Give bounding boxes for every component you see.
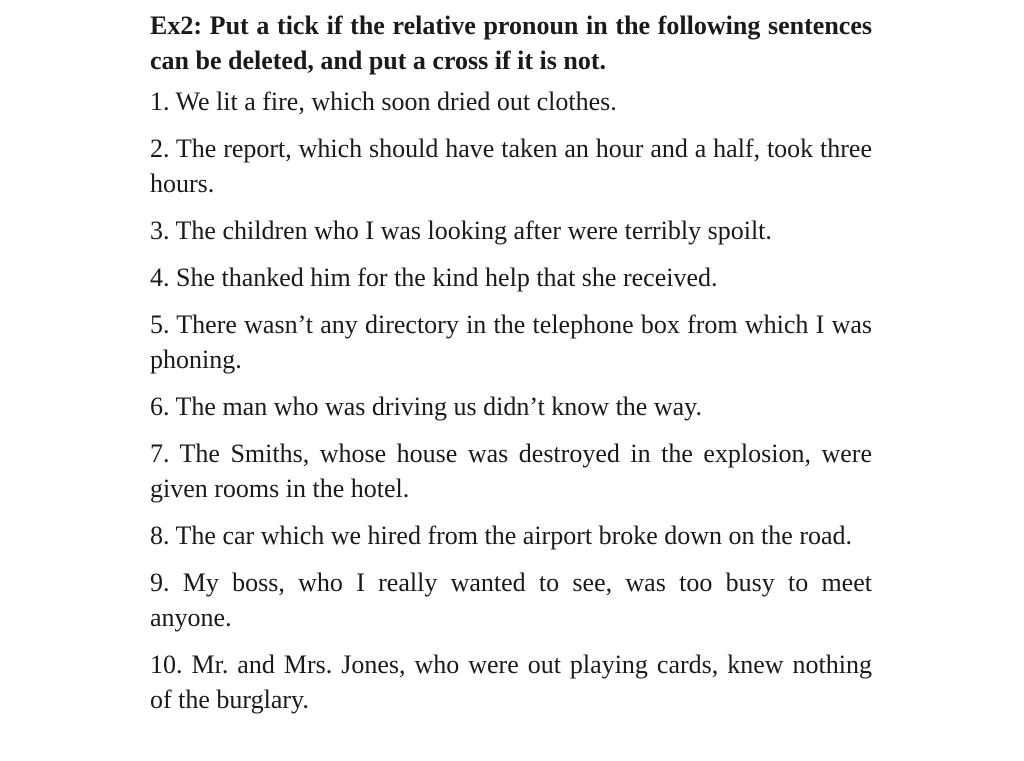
exercise-item-7: 7. The Smiths, whose house was destroyed in the explosion, were given rooms in the hotel. <box>150 439 872 503</box>
exercise-item-3: 3. The children who I was looking after were terribly spoilt. <box>150 216 772 245</box>
exercise-item-5: 5. There wasn’t any directory in the telephone box from which I was phoning. <box>150 310 872 374</box>
exercise-item-2: 2. The report, which should have taken an hour and a half, took three hours. <box>150 134 872 198</box>
exercise-item-9: 9. My boss, who I really wanted to see, was too busy to meet anyone. <box>150 568 872 632</box>
exercise-heading: Ex2: Put a tick if the relative pronoun in the following sentences can be deleted, and put a cross if it is not. <box>150 11 872 75</box>
exercise-item-1: 1. We lit a fire, which soon dried out clothes. <box>150 87 617 116</box>
exercise-item-8: 8. The car which we hired from the airport broke down on the road. <box>150 521 853 550</box>
exercise-page <box>150 8 872 729</box>
exercise-list <box>150 84 872 717</box>
exercise-item-4: 4. She thanked him for the kind help that she received. <box>150 263 718 292</box>
exercise-item-10: 10. Mr. and Mrs. Jones, who were out playing cards, knew nothing of the burglary. <box>150 650 872 714</box>
exercise-item-6: 6. The man who was driving us didn’t know the way. <box>150 392 702 421</box>
